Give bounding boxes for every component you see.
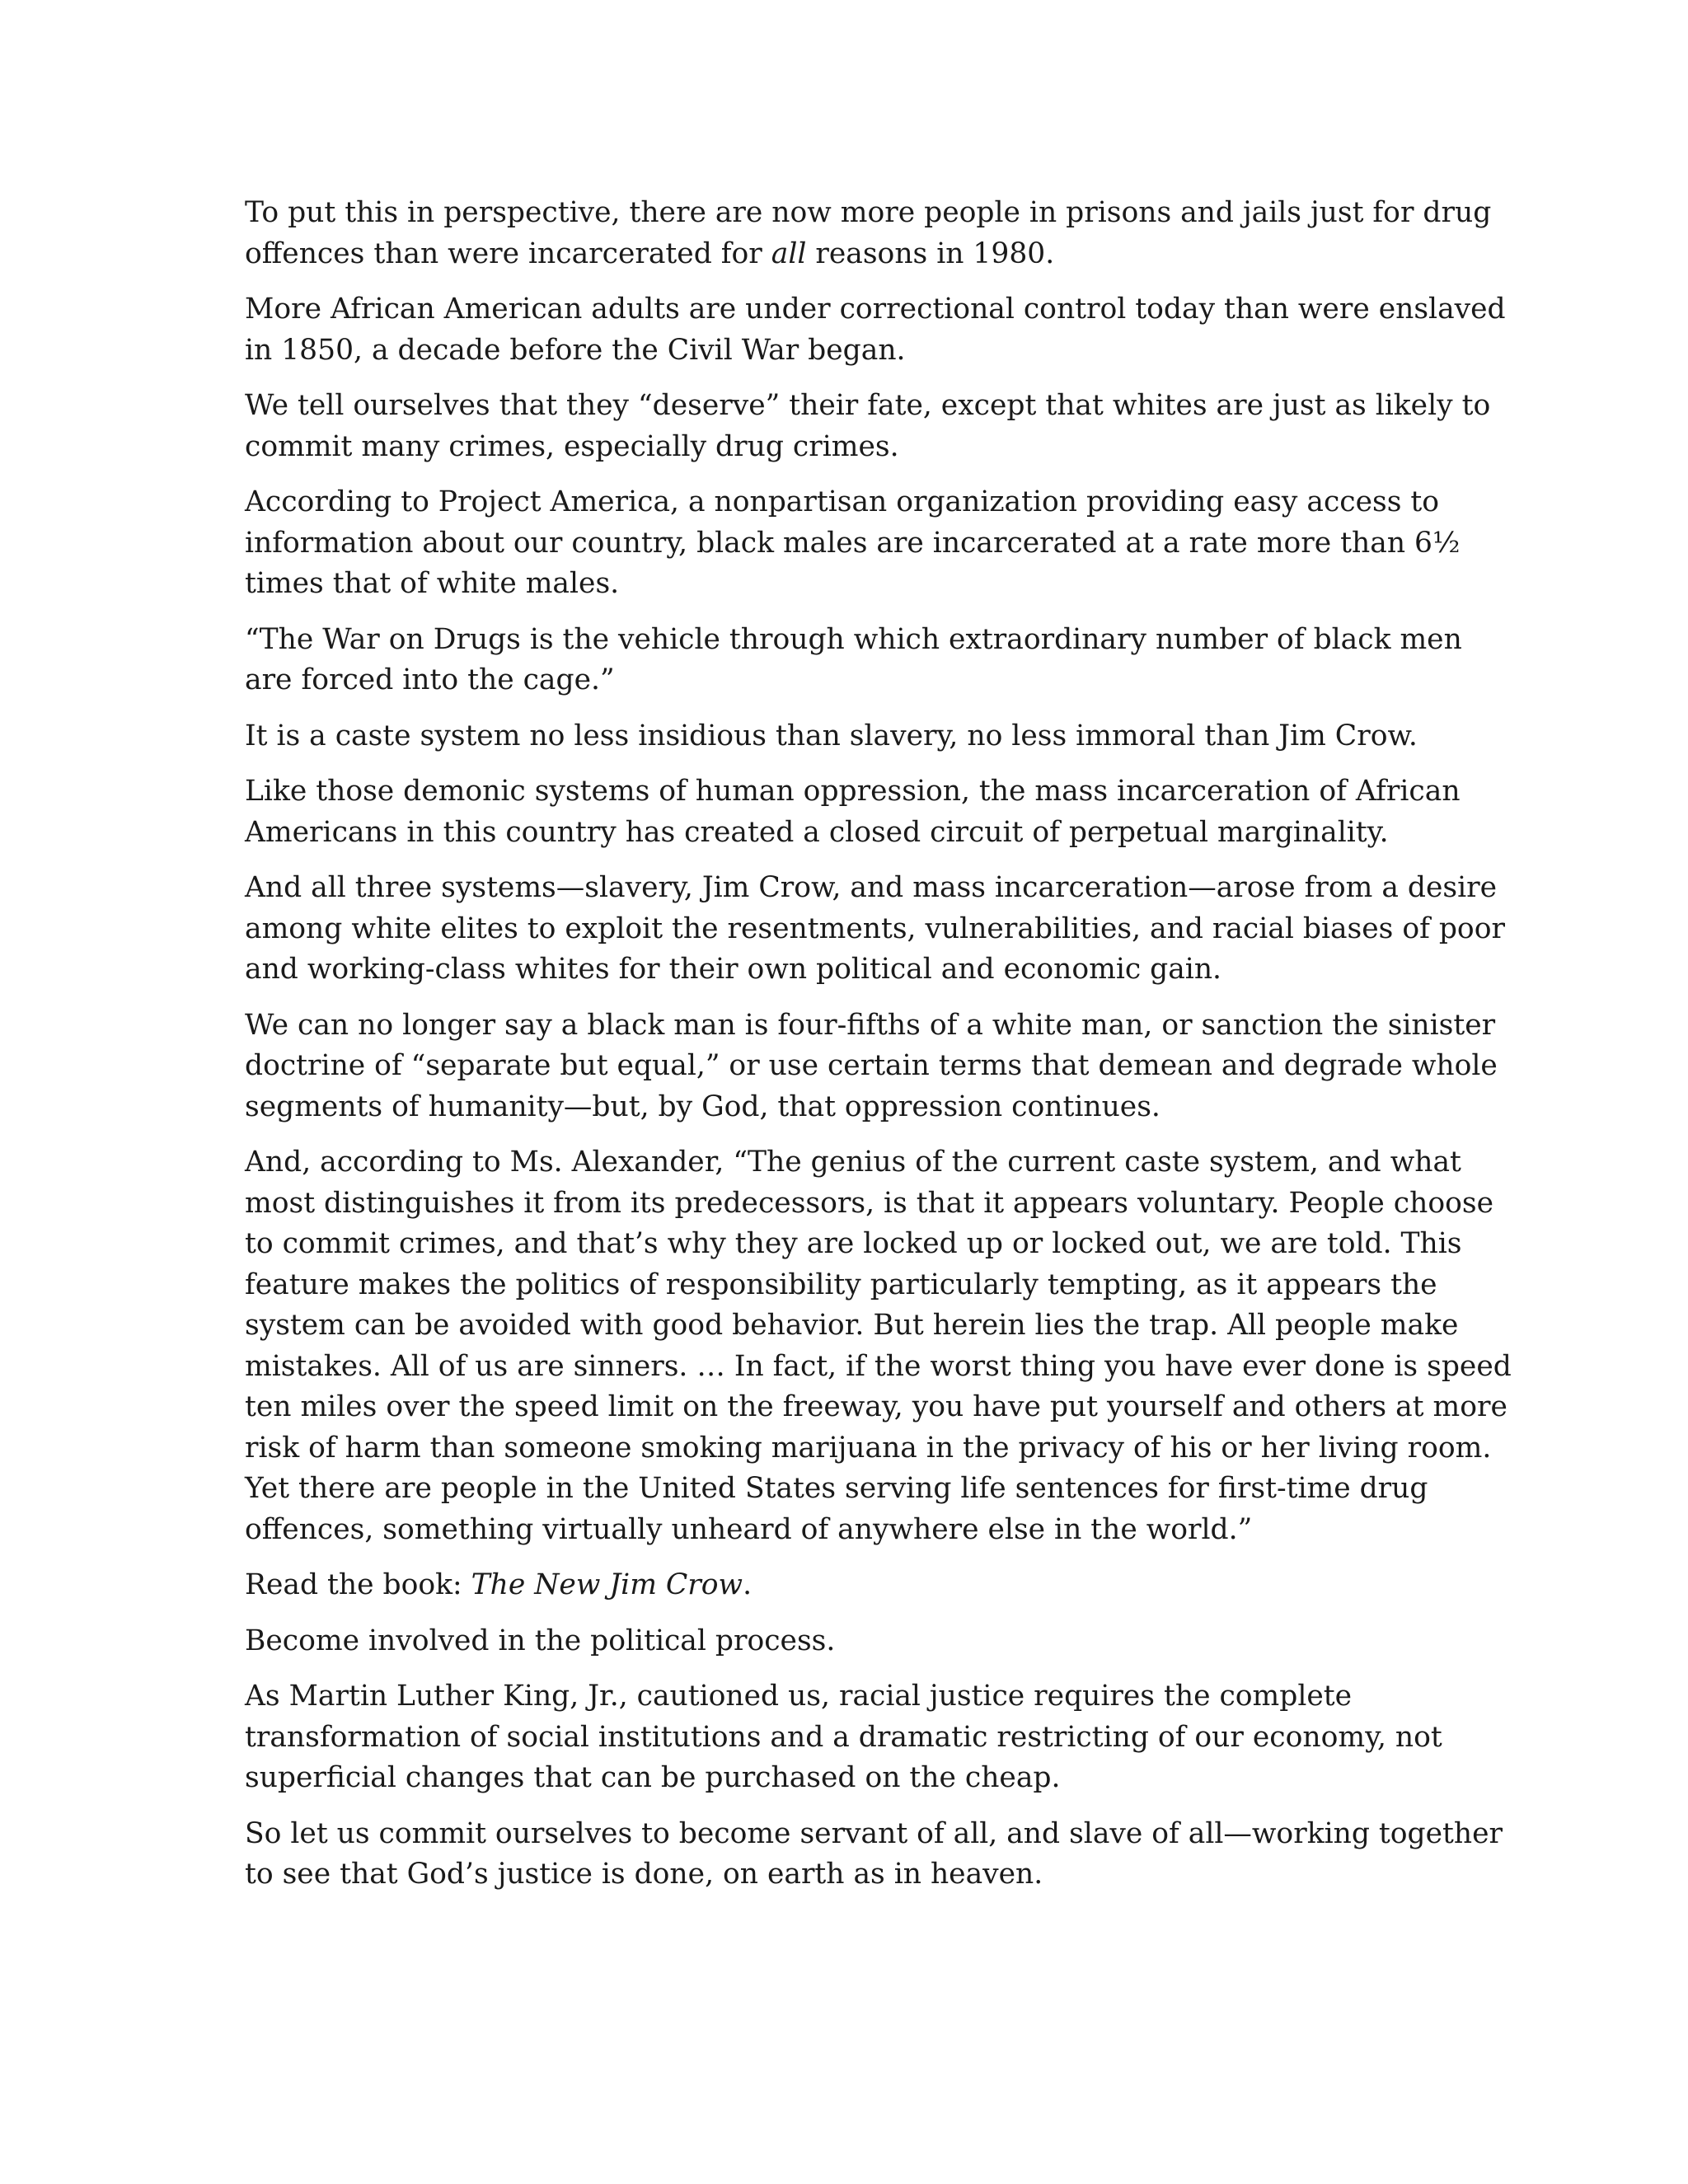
paragraph [245, 1142, 1514, 1550]
text-segment: And all three systems—slavery, Jim Crow, and mass incarceration—arose from a desire among white elites to exploit the resentments, vulnerabilities, and racial biases of poor and working-class whites for their own political and economic gain. [245, 871, 1505, 986]
text-segment: To put this in perspective, there are now more people in prisons and jails just for drug offences than were incarcerated for [245, 196, 1492, 270]
text-segment: Read the book: [245, 1568, 471, 1601]
paragraph [245, 1565, 1514, 1606]
text-segment: More African American adults are under correctional control today than were enslaved in 1850, a decade before the Civil War began. [245, 293, 1506, 367]
paragraph [245, 771, 1514, 853]
paragraph [245, 1621, 1514, 1662]
text-segment: And, according to Ms. Alexander, “The genius of the current caste system, and what most distinguishes it from its predecessors, is that it appears voluntary. People choose to commit crimes, and that’s why they are locked up or locked out, we are told. This feature makes the politics of responsibility particularly tempting, as it appears the system can be avoided with good behavior. But herein lies the trap. All people make mistakes. All of us are sinners. … In fact, if the worst thing you have ever done is speed ten miles over the speed limit on the freeway, you have put yourself and others at more risk of harm than someone smoking marijuana in the privacy of his or her living room. Yet there are people in the United States serving life sentences for first-time drug offences, something virtually unheard of anywhere else in the world.” [245, 1146, 1512, 1546]
paragraph [245, 1814, 1514, 1896]
text-segment: reasons in 1980. [806, 237, 1055, 270]
text-segment: Become involved in the political process. [245, 1624, 836, 1657]
text-segment: . [743, 1568, 753, 1601]
paragraph [245, 386, 1514, 467]
text-segment: It is a caste system no less insidious than slavery, no less immoral than Jim Crow. [245, 719, 1418, 752]
italic-text-segment: all [771, 237, 807, 270]
paragraph [245, 868, 1514, 991]
paragraph [245, 1005, 1514, 1128]
paragraph [245, 620, 1514, 701]
paragraph [245, 193, 1514, 274]
text-segment: We tell ourselves that they “deserve” their fate, except that whites are just as likely to commit many crimes, especially drug crimes. [245, 389, 1491, 463]
paragraph [245, 716, 1514, 757]
text-segment: Like those demonic systems of human oppression, the mass incarceration of African Americans in this country has created a closed circuit of perpetual marginality. [245, 775, 1461, 849]
paragraph [245, 289, 1514, 371]
text-segment: So let us commit ourselves to become servant of all, and slave of all—working together to see that God’s justice is done, on earth as in heaven. [245, 1816, 1503, 1891]
text-segment: We can no longer say a black man is four-fifths of a white man, or sanction the sinister doctrine of “separate but equal,” or use certain terms that demean and degrade whole segments of humanity—but, by God, that oppression continues. [245, 1008, 1498, 1123]
text-segment: As Martin Luther King, Jr., cautioned us, racial justice requires the complete transformation of social institutions and a dramatic restricting of our economy, not superficial changes that can be purchased on the cheap. [245, 1680, 1442, 1794]
paragraph [245, 482, 1514, 605]
text-segment: According to Project America, a nonpartisan organization providing easy access to information about our country, black males are incarcerated at a rate more than 6½ times that of white males. [245, 485, 1461, 600]
text-segment: “The War on Drugs is the vehicle through which extraordinary number of black men are forced into the cage.” [245, 622, 1462, 696]
italic-text-segment: The New Jim Crow [471, 1568, 743, 1601]
paragraph [245, 1676, 1514, 1799]
document-page [245, 193, 1514, 1910]
